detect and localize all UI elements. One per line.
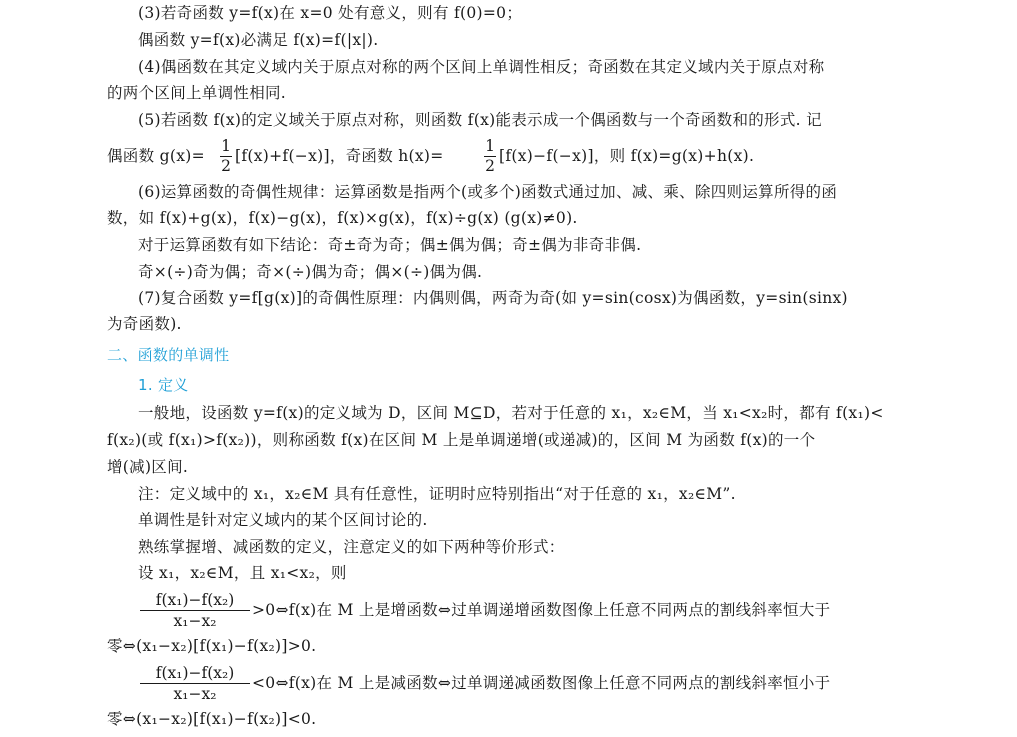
fraction-numerator: f(x₁)−f(x₂) xyxy=(155,591,235,609)
text-line: 熟练掌握增、减函数的定义，注意定义的如下两种等价形式： xyxy=(138,538,565,556)
fraction-numerator: f(x₁)−f(x₂) xyxy=(155,664,235,682)
text-line: 对于运算函数有如下结论：奇±奇为奇；偶±偶为偶；奇±偶为非奇非偶. xyxy=(138,236,642,254)
text-line: 单调性是针对定义域内的某个区间讨论的. xyxy=(138,511,428,529)
text-line: 偶函数 y=f(x)必满足 f(x)=f(|x|). xyxy=(138,31,379,49)
text-line: 零⇔(x₁−x₂)[f(x₁)−f(x₂)]>0. xyxy=(107,637,317,655)
text-line: (4)偶函数在其定义域内关于原点对称的两个区间上单调性相反；奇函数在其定义域内关于原点对称 xyxy=(138,58,825,76)
text-line: (7)复合函数 y=f[g(x)]的奇偶性原理：内偶则偶，两奇为奇(如 y=sin(cosx)为偶函数，y=sin(sinx) xyxy=(138,289,848,307)
text-line: 偶函数 g(x)= xyxy=(107,147,205,165)
text-line: 为奇函数). xyxy=(107,315,182,333)
text-line: 数，如 f(x)+g(x)，f(x)−g(x)，f(x)×g(x)，f(x)÷g(x) (g(x)≠0). xyxy=(107,209,578,227)
fraction-denominator: 2 xyxy=(485,157,495,175)
text-line: 一般地，设函数 y=f(x)的定义域为 D，区间 M⊆D，若对于任意的 x₁，x₂∈M，当 x₁<x₂时，都有 f(x₁)< xyxy=(138,404,884,422)
text-line: 零⇔(x₁−x₂)[f(x₁)−f(x₂)]<0. xyxy=(107,710,317,728)
text-line: 注：定义域中的 x₁，x₂∈M 具有任意性，证明时应特别指出“对于任意的 x₁，x₂∈M”. xyxy=(138,485,736,503)
text-line: <0⇔f(x)在 M 上是减函数⇔过单调递减函数图像上任意不同两点的割线斜率恒小于 xyxy=(252,674,831,692)
text-line: (3)若奇函数 y=f(x)在 x=0 处有意义，则有 f(0)=0； xyxy=(138,4,523,22)
fraction-denominator: x₁−x₂ xyxy=(173,685,217,703)
text-line: 奇×(÷)奇为偶；奇×(÷)偶为奇；偶×(÷)偶为偶. xyxy=(138,263,483,281)
text-line: (5)若函数 f(x)的定义域关于原点对称，则函数 f(x)能表示成一个偶函数与一个奇函数和的形式. 记 xyxy=(138,111,822,129)
text-line: [f(x)+f(−x)]，奇函数 h(x)= xyxy=(235,147,444,165)
fraction-numerator: 1 xyxy=(221,137,231,155)
text-line: 的两个区间上单调性相同. xyxy=(107,84,287,102)
subsection-heading: 1. 定义 xyxy=(138,376,189,394)
fraction-numerator: 1 xyxy=(485,137,495,155)
text-line: [f(x)−f(−x)]，则 f(x)=g(x)+h(x). xyxy=(499,147,755,165)
fraction-denominator: 2 xyxy=(221,157,231,175)
section-heading: 二、函数的单调性 xyxy=(107,346,230,364)
text-line: 增(减)区间. xyxy=(107,458,189,476)
text-line: 设 x₁，x₂∈M，且 x₁<x₂，则 xyxy=(138,564,347,582)
fraction-denominator: x₁−x₂ xyxy=(173,612,217,630)
text-line: >0⇔f(x)在 M 上是增函数⇔过单调递增函数图像上任意不同两点的割线斜率恒大于 xyxy=(252,601,831,619)
text-line: (6)运算函数的奇偶性规律：运算函数是指两个(或多个)函数式通过加、减、乘、除四则运算所得的函 xyxy=(138,183,838,201)
text-line: f(x₂)(或 f(x₁)>f(x₂))，则称函数 f(x)在区间 M 上是单调递增(或递减)的，区间 M 为函数 f(x)的一个 xyxy=(107,431,816,449)
